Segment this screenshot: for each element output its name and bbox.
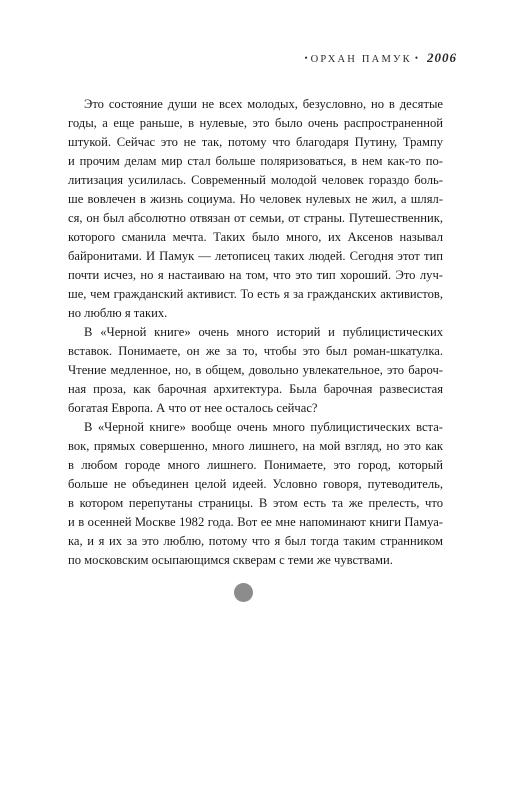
text-line: больше не объединен целой идеей. Условно говоря, путеводитель, [68,477,443,491]
text-line: ка, и я их за это люблю, потому что я был тогда таким странником [68,534,443,548]
text-line: вставок. Понимаете, он же за то, чтобы это был роман-шкатулка. [68,344,443,358]
paragraph-3 [68,418,443,570]
text-line: богатая Европа. А что от нее осталось сейчас? [68,401,318,415]
text-line: и прочим делам мир стал больше поляризоваться, в нем как-то по- [68,154,443,168]
text-line: в любом городе много лишнего. Понимаете, это город, который [68,458,443,472]
text-line: ся, он был абсолютно отвязан от семьи, от страны. Путешественник, [68,211,443,225]
header-author: ОРХАН ПАМУК [310,54,412,65]
text-line: по московским осыпающимся скверам с теми же чувствами. [68,553,393,567]
text-line: вок, прямых совершенно, много лишнего, на мой взгляд, но это как [68,439,443,453]
text-line: ная проза, как барочная архитектура. Была барочная развесистая [68,382,443,396]
text-line: В «Черной книге» вообще очень много публицистических вста- [84,420,443,434]
text-line: Чтение медленное, но, в общем, довольно увлекательное, это бароч- [68,363,443,377]
header-bullet-right: • [414,53,418,63]
text-line: байронитами. И Памук — летописец таких людей. Сегодня этот тип [68,249,443,263]
paragraph-2 [68,323,443,418]
page-marker-dot [234,583,253,602]
text-line: в котором перепутаны страницы. В этом есть та же прелесть, что [68,496,443,510]
text-line: и в осенней Москве 1982 года. Вот ее мне напоминают книги Памуа- [68,515,443,529]
header-year: 2006 [427,50,457,65]
header-bullet-left: • [304,53,308,63]
text-line: В «Черной книге» очень много историй и публицистических [84,325,443,339]
paragraph-1 [68,95,443,323]
text-line: но люблю я таких. [68,306,168,320]
running-head [301,50,457,66]
text-line: литизация усилилась. Современный молодой человек гораздо боль- [68,173,443,187]
text-line: которого сманила мечта. Таких было много, их Аксенов называл [68,230,443,244]
body-text [68,95,443,570]
text-line: почти исчез, но я настаиваю на том, что это тип хороший. Это луч- [68,268,443,282]
text-line: Это состояние души не всех молодых, безусловно, но в десятые [84,97,443,111]
text-line: ше вовлечен в жизнь социума. Но человек нулевых не жил, а шлял- [68,192,443,206]
text-line: ше, чем гражданский активист. То есть я за гражданских активистов, [68,287,443,301]
text-line: штукой. Сейчас это не так, потому что благодаря Путину, Трампу [68,135,443,149]
text-line: годы, а еще раньше, в нулевые, это было очень распространенной [68,116,443,130]
